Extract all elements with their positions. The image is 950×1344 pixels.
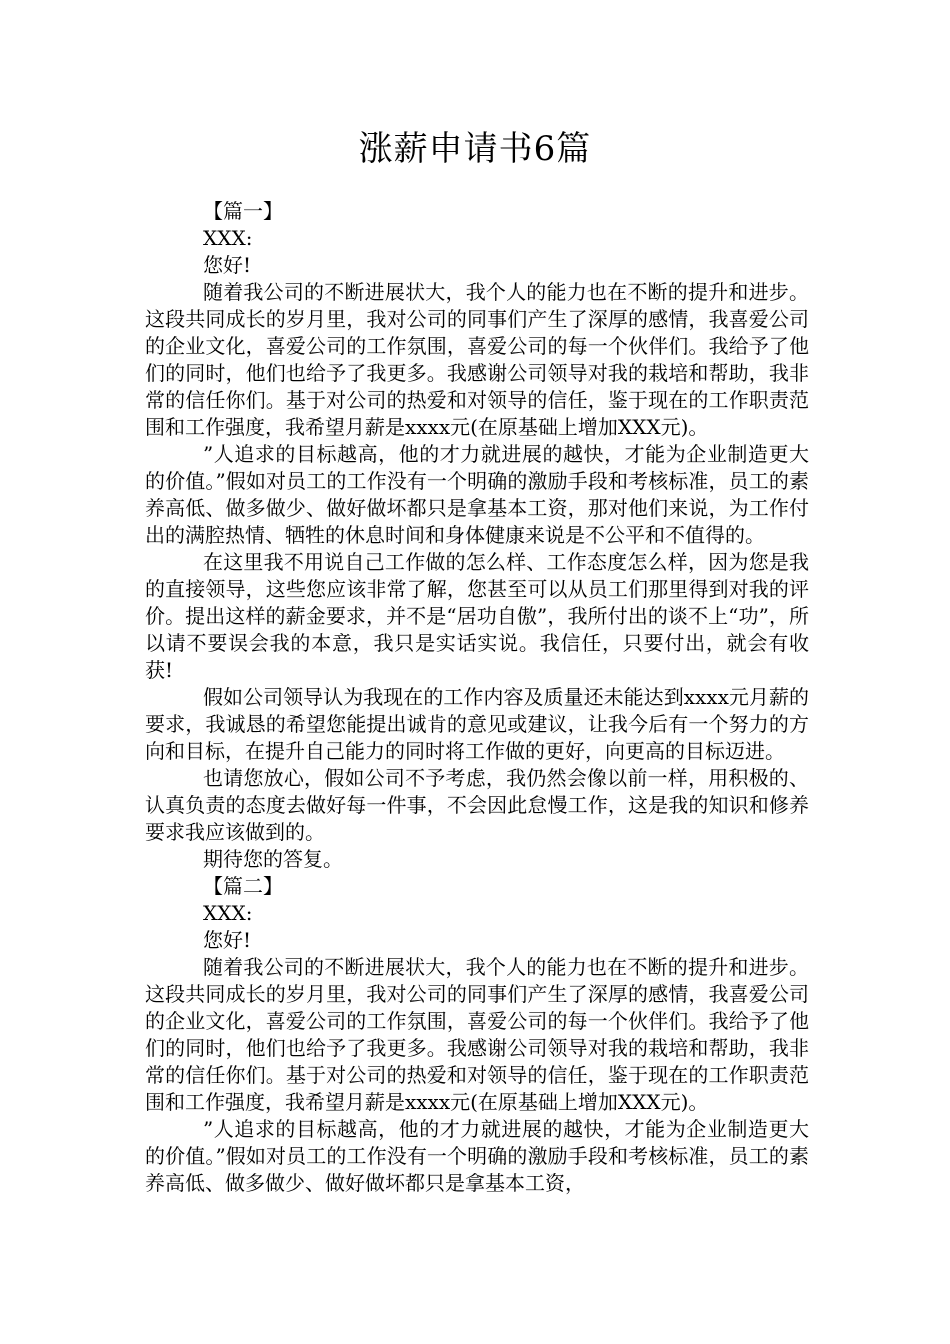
paragraph: 也请您放心，假如公司不予考虑，我仍然会像以前一样，用积极的、认真负责的态度去做好每一件事，不会因此怠慢工作，这是我的知识和修养要求我应该做到的。 [145, 766, 809, 844]
paragraph: 随着我公司的不断进展状大，我个人的能力也在不断的提升和进步。这段共同成长的岁月里，我对公司的同事们产生了深厚的感情，我喜爱公司的企业文化，喜爱公司的工作氛围，喜爱公司的每一个伙伴们。我给予了他们的同时，他们也给予了我更多。我感谢公司领导对我的栽培和帮助，我非常的信任你们。基于对公司的热爱和对领导的信任，鉴于现在的工作职责范围和工作强度，我希望月薪是xxxx元(在原基础上增加XXX元)。 [145, 280, 809, 439]
document-body [145, 198, 809, 1197]
greeting: 您好! [203, 928, 252, 952]
greeting: 您好! [203, 253, 252, 277]
paragraph: 随着我公司的不断进展状大，我个人的能力也在不断的提升和进步。这段共同成长的岁月里，我对公司的同事们产生了深厚的感情，我喜爱公司的企业文化，喜爱公司的工作氛围，喜爱公司的每一个伙伴们。我给予了他们的同时，他们也给予了我更多。我感谢公司领导对我的栽培和帮助，我非常的信任你们。基于对公司的热爱和对领导的信任，鉴于现在的工作职责范围和工作强度，我希望月薪是xxxx元(在原基础上增加XXX元)。 [145, 955, 809, 1114]
section-heading: 【篇一】 [203, 199, 283, 223]
document-title: 涨薪申请书6篇 [358, 129, 592, 169]
paragraph: 在这里我不用说自己工作做的怎么样、工作态度怎么样，因为您是我的直接领导，这些您应该非常了解，您甚至可以从员工们那里得到对我的评价。提出这样的薪金要求，并不是“居功自傲”，我所付出的谈不上“功”，所以请不要误会我的本意，我只是实话实说。我信任，只要付出，就会有收获! [145, 550, 809, 682]
paragraph: ”人追求的目标越高，他的才力就进展的越快，才能为企业制造更大的价值。”假如对员工的工作没有一个明确的激励手段和考核标准，员工的素养高低、做多做少、做好做坏都只是拿基本工资，那对他们来说，为工作付出的满腔热情、牺牲的休息时间和身体健康来说是不公平和不值得的。 [145, 442, 809, 547]
paragraph: 假如公司领导认为我现在的工作内容及质量还未能达到xxxx元月薪的要求，我诚恳的希望您能提出诚肯的意见或建议，让我今后有一个努力的方向和目标，在提升自己能力的同时将工作做的更好，向更高的目标迈进。 [145, 685, 809, 763]
salutation: XXX: [203, 226, 253, 250]
paragraph: 期待您的答复。 [203, 847, 343, 871]
section-heading: 【篇二】 [203, 874, 283, 898]
paragraph: ”人追求的目标越高，他的才力就进展的越快，才能为企业制造更大的价值。”假如对员工的工作没有一个明确的激励手段和考核标准，员工的素养高低、做多做少、做好做坏都只是拿基本工资， [145, 1117, 809, 1195]
salutation: XXX: [203, 901, 253, 925]
